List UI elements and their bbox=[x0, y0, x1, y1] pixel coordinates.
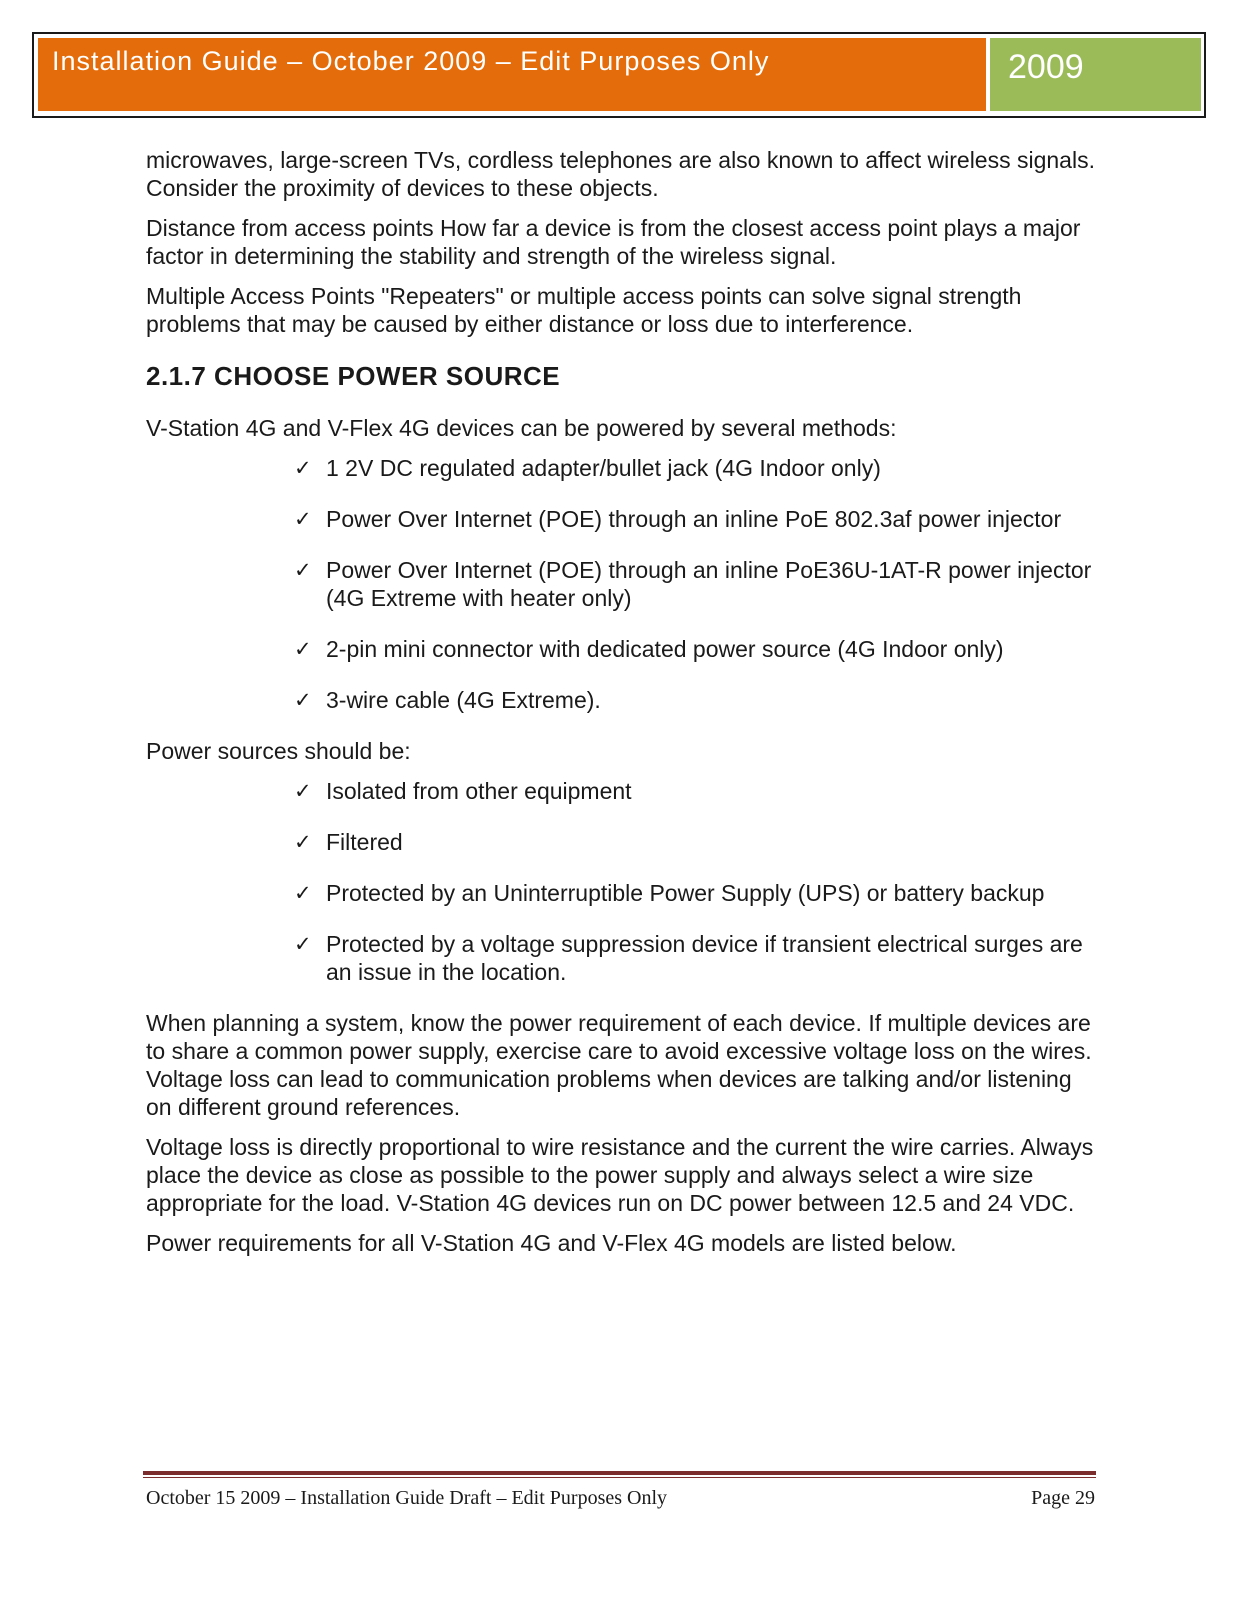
checkmark-icon: ✓ bbox=[294, 779, 312, 803]
page-content bbox=[146, 146, 1096, 1269]
footer-text: October 15 2009 – Installation Guide Draft – Edit Purposes Only bbox=[146, 1487, 668, 1509]
checkmark-icon: ✓ bbox=[294, 637, 312, 661]
page-number: Page 29 bbox=[1031, 1487, 1095, 1509]
list-item-text: 1 2V DC regulated adapter/bullet jack (4G Indoor only) bbox=[326, 455, 881, 481]
header-year: 2009 bbox=[990, 38, 1201, 111]
list-item bbox=[294, 505, 1096, 533]
paragraph: Voltage loss is directly proportional to wire resistance and the current the wire carries. Always place the device as close as possible to the power supply and always select a wire size appropriate for the load. V-Station 4G devices run on DC power between 12.5 and 24 VDC. bbox=[146, 1134, 1094, 1216]
list-item bbox=[294, 879, 1096, 907]
sources-intro: Power sources should be: bbox=[146, 738, 411, 764]
methods-list bbox=[146, 454, 1096, 714]
list-item bbox=[294, 556, 1096, 612]
checkmark-icon: ✓ bbox=[294, 830, 312, 854]
list-item-text: Power Over Internet (POE) through an inline PoE 802.3af power injector bbox=[326, 506, 1062, 532]
checkmark-icon: ✓ bbox=[294, 881, 312, 905]
footer-divider-thin bbox=[143, 1477, 1096, 1478]
paragraph: microwaves, large-screen TVs, cordless telephones are also known to affect wireless signals. Consider the proximity of devices to these objects. bbox=[146, 147, 1095, 201]
list-item bbox=[294, 930, 1096, 986]
list-item-text: Protected by an Uninterruptible Power Supply (UPS) or battery backup bbox=[326, 880, 1045, 906]
section-heading: 2.1.7 CHOOSE POWER SOURCE bbox=[146, 361, 561, 391]
footer-divider bbox=[143, 1471, 1096, 1475]
checkmark-icon: ✓ bbox=[294, 558, 312, 582]
checkmark-icon: ✓ bbox=[294, 507, 312, 531]
paragraph: Multiple Access Points "Repeaters" or multiple access points can solve signal strength problems that may be caused by either distance or loss due to interference. bbox=[146, 283, 1022, 337]
list-item bbox=[294, 454, 1096, 482]
list-item bbox=[294, 635, 1096, 663]
list-item bbox=[294, 686, 1096, 714]
sources-list bbox=[146, 777, 1096, 986]
methods-intro: V-Station 4G and V-Flex 4G devices can be powered by several methods: bbox=[146, 415, 897, 441]
list-item-text: Power Over Internet (POE) through an inline PoE36U-1AT-R power injector (4G Extreme with heater only) bbox=[326, 557, 1092, 611]
checkmark-icon: ✓ bbox=[294, 932, 312, 956]
checkmark-icon: ✓ bbox=[294, 456, 312, 480]
checkmark-icon: ✓ bbox=[294, 688, 312, 712]
list-item-text: 3-wire cable (4G Extreme). bbox=[326, 687, 601, 713]
list-item-text: Filtered bbox=[326, 829, 403, 855]
list-item-text: Protected by a voltage suppression device if transient electrical surges are an issue in the location. bbox=[326, 931, 1083, 985]
paragraph: Distance from access points How far a device is from the closest access point plays a major factor in determining the stability and strength of the wireless signal. bbox=[146, 215, 1081, 269]
list-item-text: Isolated from other equipment bbox=[326, 778, 632, 804]
paragraph: When planning a system, know the power requirement of each device. If multiple devices are to share a common power supply, exercise care to avoid excessive voltage loss on the wires. Voltage loss can lead to communication problems when devices are talking and/or listening on different ground references. bbox=[146, 1010, 1092, 1120]
header-title: Installation Guide – October 2009 – Edit Purposes Only bbox=[38, 38, 986, 111]
list-item-text: 2-pin mini connector with dedicated power source (4G Indoor only) bbox=[326, 636, 1004, 662]
list-item bbox=[294, 828, 1096, 856]
paragraph: Power requirements for all V-Station 4G and V-Flex 4G models are listed below. bbox=[146, 1230, 957, 1256]
list-item bbox=[294, 777, 1096, 805]
